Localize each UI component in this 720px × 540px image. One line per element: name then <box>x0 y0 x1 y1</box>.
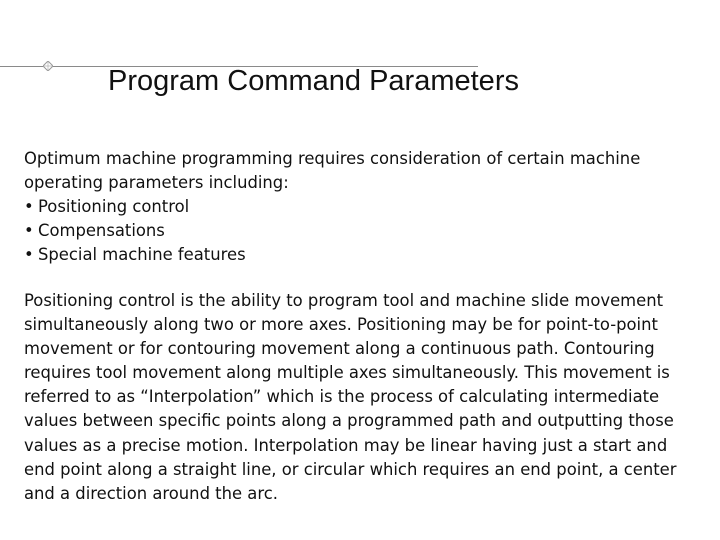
body-paragraph: Positioning control is the ability to program tool and machine slide movement simultaneously along two or more axes. Positioning may be for point-to-point movement or for contouring movement along a continuous path. Contouring requires tool movement along multiple axes simultaneously. This movement is referred to as “Interpolation” which is the process of calculating intermediate values between specific points along a programmed path and outputting those values as a precise motion. Interpolation may be linear having just a start and end point along a straight line, or circular which requires an end point, a center and a direction around the arc. <box>24 291 677 503</box>
bullet-text: Special machine features <box>38 245 246 264</box>
bullet-item <box>24 219 684 243</box>
bullet-dot-icon: • <box>24 245 34 264</box>
bullet-text: Positioning control <box>38 197 190 216</box>
bullet-item <box>24 243 684 267</box>
slide-title: Program Command Parameters <box>108 65 519 97</box>
bullet-list <box>24 195 684 267</box>
intro-section <box>24 147 684 267</box>
bullet-item <box>24 195 684 219</box>
bullet-dot-icon: • <box>24 197 34 216</box>
divider-marker-icon <box>43 61 53 71</box>
bullet-dot-icon: • <box>24 221 34 240</box>
bullet-text: Compensations <box>38 221 165 240</box>
intro-text: Optimum machine programming requires consideration of certain machine operating parameters including: <box>24 149 641 192</box>
